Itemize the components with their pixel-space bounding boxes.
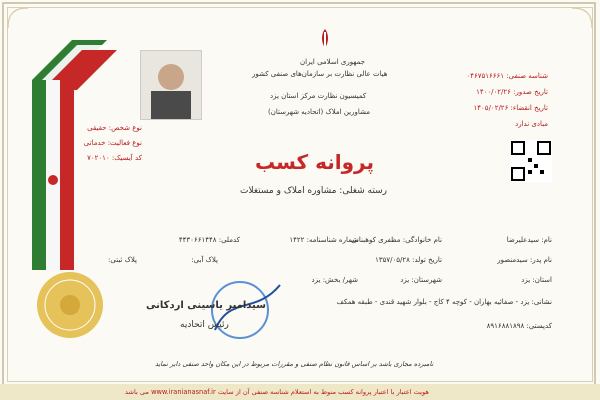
owner-surname: نام خانوادگی: مظفری کوهبنانی (351, 236, 442, 244)
validation-notice: هویت اعتبار با اعتبار پروانه کسب منوط به استعلام شناسه صنفی آن از سایت www.iranianasnaf.ir می باشد (125, 388, 429, 396)
city: شهرستان: یزد (400, 276, 442, 284)
license-title: پروانه کسب (255, 150, 374, 174)
qr-code (510, 140, 552, 182)
signatory-role: رئیس اتحادیه (180, 320, 229, 330)
owner-photo (140, 50, 202, 120)
guild-id: شناسه صنفی: ۰۴۶۷۵۱۶۶۶۱ (466, 72, 548, 80)
id-number: شماره شناسنامه: ۱۴۲۲ (289, 236, 358, 244)
job-category: رسته شغلی: مشاوره املاک و مستغلات (240, 186, 387, 196)
issue-date: تاریخ صدور: ۱۴۰۰/۰۲/۲۶ (476, 88, 548, 96)
owner-name: نام: سیدعلیرضا (506, 236, 552, 244)
address: نشانی: یزد - صفائیه بهاران - کوچه ۴ کاج - بلوار شهید قندی - طبقه همکف (336, 298, 552, 306)
father-name: نام پدر: سیدمنصور (497, 256, 552, 264)
signatory-name: سیدامیر یاسینی اردکانی (146, 300, 266, 311)
republic-title: جمهوری اسلامی ایران (300, 58, 365, 66)
postcode: کدپستی: ۸۹۱۶۸۸۱۸۹۸ (486, 322, 552, 330)
province: استان: یزد (521, 276, 552, 284)
duplicate-status: مبادی ندارد (515, 120, 548, 128)
legal-note: نامبرده مجازی باشد بر اساس قانون نظام صنفی و مقررات مربوط در این مکان واحد صنفی دایر نماید (155, 360, 434, 368)
iran-emblem-icon (312, 26, 338, 52)
board-title: هیات عالی نظارت بر سازمان‌های صنفی کشور (252, 70, 388, 78)
union-title: مشاورین املاک (اتحادیه شهرستان) (268, 108, 371, 116)
commission-title: کمیسیون نظارت مرکز استان یزد (270, 92, 367, 100)
birth-date: تاریخ تولد: ۱۳۵۷/۰۵/۲۸ (375, 256, 442, 264)
national-code: کدملی: ۴۴۳۰۶۶۱۴۴۸ (178, 236, 240, 244)
corner-ornament-icon (570, 6, 594, 30)
corner-ornament-icon (6, 6, 30, 30)
person-type: نوع شخص: حقیقی (87, 124, 142, 132)
expire-date: تاریخ انقضاء: ۱۴۰۵/۰۲/۲۶ (473, 104, 548, 112)
union-seal-icon (35, 270, 105, 340)
town: شهر/ بخش: یزد (311, 276, 358, 284)
plaque-blue: پلاک آبی: (191, 256, 218, 264)
plaque-registration: پلاک ثبتی: (108, 256, 137, 264)
isic-code: کد آیسیک: ۷۰۲۰۱۰ (87, 154, 142, 162)
activity-type: نوع فعالیت: خدماتی (83, 139, 142, 147)
